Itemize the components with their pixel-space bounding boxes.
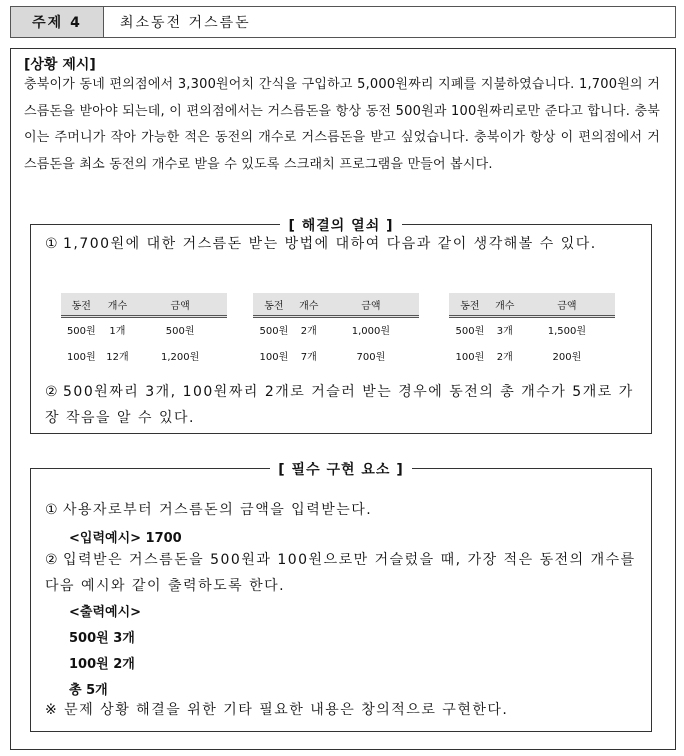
table-cell: 100원	[259, 351, 289, 363]
requirement-item-1	[45, 497, 641, 523]
table-cell: 1개	[109, 325, 126, 337]
item-number: ②	[45, 552, 60, 568]
output-line-500: 500원 3개	[69, 631, 135, 646]
item-number: ②	[45, 384, 60, 400]
requirements-title: [ 필수 구현 요소 ]	[270, 462, 411, 478]
item-text: 1,700원에 대한 거스름돈 받는 방법에 대하여 다음과 같이 생각해볼 수 있다.	[63, 236, 597, 252]
coin-table-1	[61, 293, 227, 370]
table-row	[61, 344, 227, 370]
item-text: 500원짜리 3개, 100원짜리 2개로 거슬러 받는 경우에 동전의 총 개수가 5개로 가장 작음을 알 수 있다.	[45, 384, 634, 426]
table-cell: 12개	[106, 351, 129, 363]
col-header: 동전	[449, 293, 491, 317]
col-header: 개수	[295, 293, 323, 317]
col-header: 금액	[519, 293, 615, 317]
output-line-total: 총 5개	[69, 683, 108, 698]
table-cell: 2개	[300, 325, 317, 337]
situation-text: 충북이가 동네 편의점에서 3,300원어치 간식을 구입하고 5,000원짜리 지폐를 지불하였습니다. 1,700원의 거스름돈을 받아야 되는데, 이 편의점에서는 거스름돈을 항상 동전 500원과 100원짜리로만 준다고 합니다. 충북이는 주머니가 작아 가능한 적은 동전의 개수로 거스름돈을 받고 싶었습니다. 충북이가 항상 이 편의점에서 거스름돈을 최소 동전의 개수로 받을 수 있도록 스크래치 프로그램을 만들어 봅시다.	[24, 77, 660, 172]
table-row	[253, 317, 419, 345]
solution-item-2	[45, 379, 641, 431]
table-cell: 3개	[496, 325, 513, 337]
coin-table-2	[253, 293, 419, 370]
requirements-note: ※ 문제 상황 해결을 위한 기타 필요한 내용은 창의적으로 구현한다.	[45, 702, 509, 718]
table-row	[61, 317, 227, 345]
table-cell: 500원	[455, 325, 485, 337]
table-cell: 1,200원	[160, 351, 200, 363]
col-header: 동전	[253, 293, 295, 317]
solution-box	[30, 218, 652, 434]
col-header: 개수	[102, 293, 134, 317]
table-cell: 500원	[66, 325, 96, 337]
item-number: ①	[45, 236, 60, 252]
table-row	[449, 317, 615, 345]
table-cell: 500원	[165, 325, 195, 337]
table-cell: 7개	[300, 351, 317, 363]
table-row	[449, 344, 615, 370]
col-header: 동전	[61, 293, 102, 317]
topic-bar	[10, 6, 676, 38]
table-cell: 1,000원	[351, 325, 391, 337]
requirement-item-2	[45, 547, 641, 599]
solution-title: [ 해결의 열쇠 ]	[280, 218, 401, 234]
col-header: 금액	[323, 293, 419, 317]
item-text: 입력받은 거스름돈을 500원과 100원으로만 거슬렀을 때, 가장 적은 동전의 개수를 다음 예시와 같이 출력하도록 한다.	[45, 552, 636, 594]
col-header: 개수	[491, 293, 519, 317]
table-cell: 100원	[66, 351, 96, 363]
item-number: ①	[45, 502, 60, 518]
output-line-100: 100원 2개	[69, 657, 135, 672]
table-header-row	[253, 293, 419, 317]
col-header: 금액	[133, 293, 227, 317]
coin-table-3	[449, 293, 615, 370]
table-header-row	[449, 293, 615, 317]
table-cell: 100원	[455, 351, 485, 363]
output-example-label: <출력예시>	[69, 605, 142, 620]
table-header-row	[61, 293, 227, 317]
requirements-box	[30, 462, 652, 732]
situation-heading: [상황 제시]	[24, 57, 96, 73]
table-cell: 700원	[356, 351, 386, 363]
table-cell: 200원	[552, 351, 582, 363]
table-row	[253, 344, 419, 370]
topic-label: 주제 4	[11, 7, 104, 37]
topic-title: 최소동전 거스름돈	[120, 15, 251, 31]
table-cell: 2개	[496, 351, 513, 363]
input-example: <입력예시> 1700	[69, 531, 182, 546]
item-text: 사용자로부터 거스름돈의 금액을 입력받는다.	[63, 502, 373, 518]
table-cell: 1,500원	[547, 325, 587, 337]
solution-item-1	[45, 231, 641, 257]
table-cell: 500원	[259, 325, 289, 337]
